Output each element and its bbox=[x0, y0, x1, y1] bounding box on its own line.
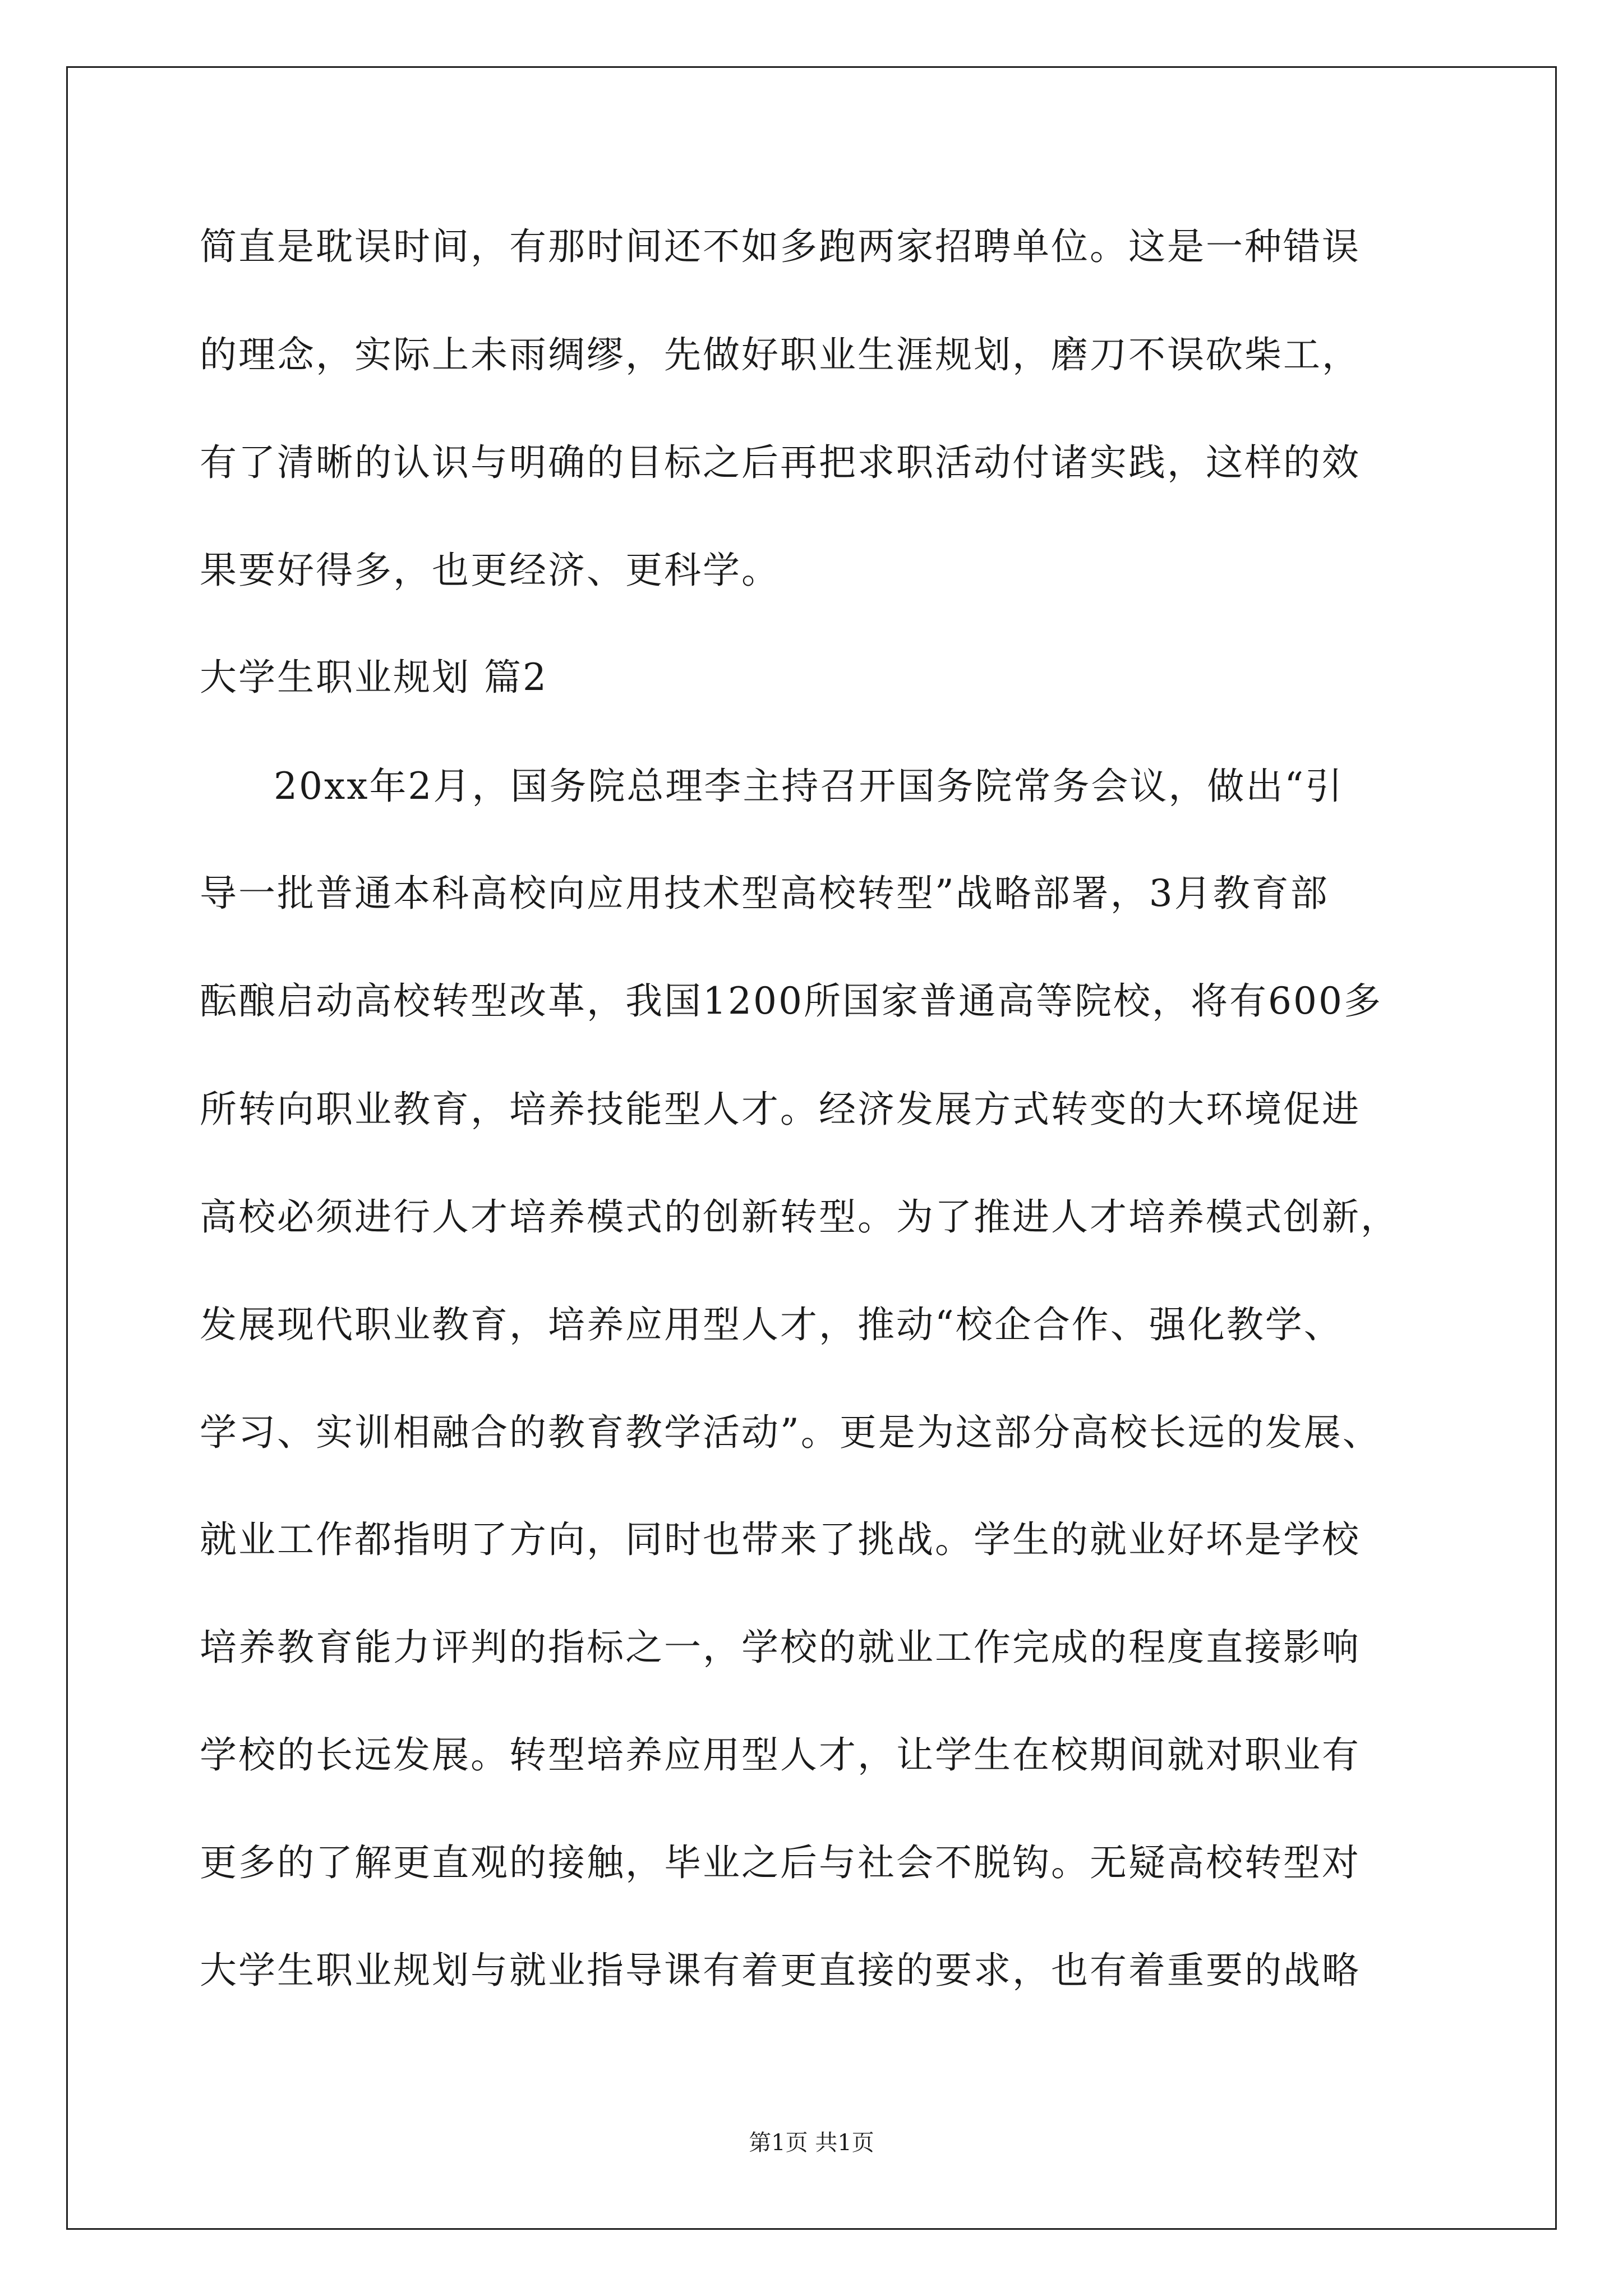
paragraph-2-line-8: 就业工作都指明了方向，同时也带来了挑战。学生的就业好坏是学校 bbox=[200, 1518, 1361, 1561]
paragraph-2-line-6: 发展现代职业教育，培养应用型人才，推动“校企合作、强化教学、 bbox=[200, 1303, 1343, 1346]
paragraph-2-line-7: 学习、实训相融合的教育教学活动”。更是为这部分高校长远的发展、 bbox=[200, 1411, 1381, 1454]
paragraph-2-line-2: 导一批普通本科高校向应用技术型高校转型”战略部署，3月教育部 bbox=[200, 872, 1329, 915]
page-number-footer: 第1页 共1页 bbox=[749, 2130, 874, 2156]
paragraph-2-line-12: 大学生职业规划与就业指导课有着更直接的要求，也有着重要的战略 bbox=[200, 1949, 1361, 1992]
paragraph-1-line-3: 有了清晰的认识与明确的目标之后再把求职活动付诸实践，这样的效 bbox=[200, 441, 1361, 484]
paragraph-2-line-4: 所转向职业教育，培养技能型人才。经济发展方式转变的大环境促进 bbox=[200, 1088, 1361, 1131]
paragraph-1-line-4: 果要好得多，也更经济、更科学。 bbox=[200, 549, 780, 592]
section-heading: 大学生职业规划 篇2 bbox=[200, 656, 548, 699]
paragraph-1-line-2: 的理念，实际上未雨绸缪，先做好职业生涯规划，磨刀不误砍柴工， bbox=[200, 333, 1361, 376]
paragraph-2-line-1: 20xx年2月，国务院总理李主持召开国务院常务会议，做出“引 bbox=[274, 765, 1344, 808]
paragraph-2-line-11: 更多的了解更直观的接触，毕业之后与社会不脱钩。无疑高校转型对 bbox=[200, 1841, 1361, 1884]
paragraph-1-line-1: 简直是耽误时间，有那时间还不如多跑两家招聘单位。这是一种错误 bbox=[200, 225, 1361, 268]
paragraph-2-line-9: 培养教育能力评判的指标之一，学校的就业工作完成的程度直接影响 bbox=[200, 1626, 1361, 1669]
page-border bbox=[66, 66, 1557, 2230]
paragraph-2-line-10: 学校的长远发展。转型培养应用型人才，让学生在校期间就对职业有 bbox=[200, 1733, 1361, 1777]
paragraph-2-line-5: 高校必须进行人才培养模式的创新转型。为了推进人才培养模式创新， bbox=[200, 1195, 1399, 1239]
paragraph-2-line-3: 酝酿启动高校转型改革，我国1200所国家普通高等院校，将有600多 bbox=[200, 979, 1382, 1023]
